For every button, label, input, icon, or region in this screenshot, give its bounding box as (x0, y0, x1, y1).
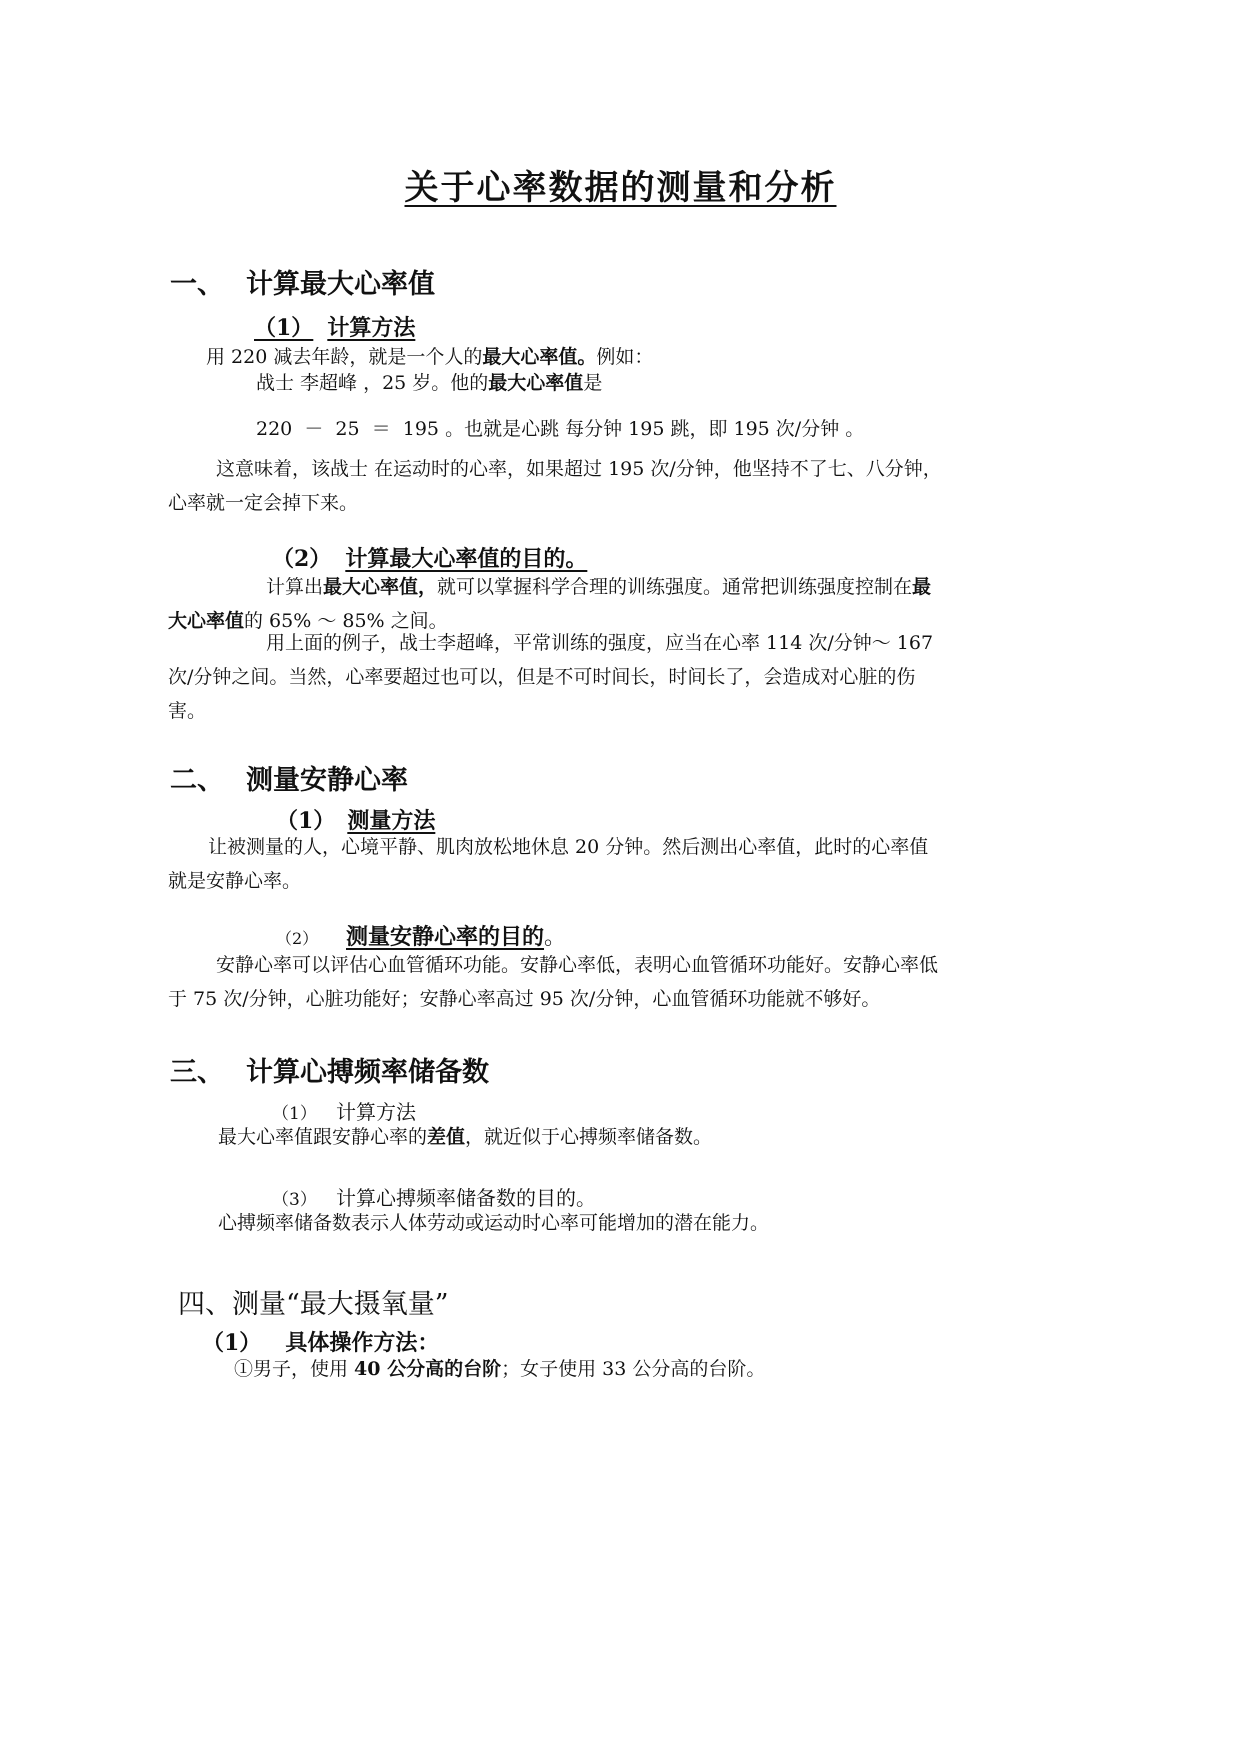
section-1-formula: 220 － 25 ＝ 195 。也就是心跳 每分钟 195 跳，即 195 次/分钟 。 (256, 418, 865, 440)
section-3-method-line: 最大心率值跟安静心率的差值，就近似于心搏频率储备数。 (218, 1126, 713, 1148)
document-title: 关于心率数据的测量和分析 (404, 168, 837, 208)
section-1-purpose-paragraph-1: 计算出最大心率值，就可以掌握科学合理的训练强度。通常把训练强度控制在最大心率值的 65% ～ 85% 之间。 (168, 576, 932, 632)
section-1-paragraph: 这意味着，该战士 在运动时的心率，如果超过 195 次/分钟，他坚持不了七、八分钟，心率就一定会掉下来。 (168, 458, 942, 514)
section-2-heading: 二、 测量安静心率 (170, 765, 408, 796)
section-2-method-paragraph: 让被测量的人，心境平静、肌肉放松地休息 20 分钟。然后测出心率值，此时的心率值就是安静心率。 (168, 836, 929, 892)
section-3-heading: 三、 计算心搏频率储备数 (170, 1057, 489, 1088)
section-1-sub-2-heading: （2） 计算最大心率值的目的。 (272, 546, 588, 572)
section-1-line-1: 用 220 减去年龄，就是一个人的最大心率值。例如： (206, 346, 654, 368)
section-1-line-2: 战士 李超峰 ，25 岁。他的最大心率值是 (256, 372, 603, 394)
section-2-sub-1-heading: （1） 测量方法 (276, 808, 436, 834)
section-2-sub-2-heading: （2） 测量安静心率的目的。 (276, 924, 567, 950)
section-4-operation-line: ①男子，使用 40 公分高的台阶；女子使用 33 公分高的台阶。 (234, 1358, 766, 1380)
section-1-heading: 一、 计算最大心率值 (170, 269, 435, 300)
section-2-purpose-paragraph: 安静心率可以评估心血管循环功能。安静心率低，表明心血管循环功能好。安静心率低于 75 次/分钟，心脏功能好；安静心率高过 95 次/分钟，心血管循环功能就不够好。 (168, 954, 939, 1010)
section-3-sub-2-heading: （3） 计算心搏频率储备数的目的。 (272, 1186, 596, 1210)
section-4-sub-1-heading: （1） 具体操作方法： (202, 1330, 440, 1356)
section-3-sub-1-heading: （1） 计算方法 (272, 1100, 416, 1124)
section-1-sub-1-heading: （1） 计算方法 (254, 315, 416, 341)
section-4-heading: 四、测量“最大摄氧量” (178, 1289, 449, 1320)
section-3-purpose-line: 心搏频率储备数表示人体劳动或运动时心率可能增加的潜在能力。 (218, 1212, 770, 1234)
section-1-purpose-paragraph-2: 用上面的例子，战士李超峰，平常训练的强度，应当在心率 114 次/分钟～ 167 次/分钟之间。当然，心率要超过也可以，但是不可时间长，时间长了，会造成对心脏的伤害。 (168, 632, 934, 722)
